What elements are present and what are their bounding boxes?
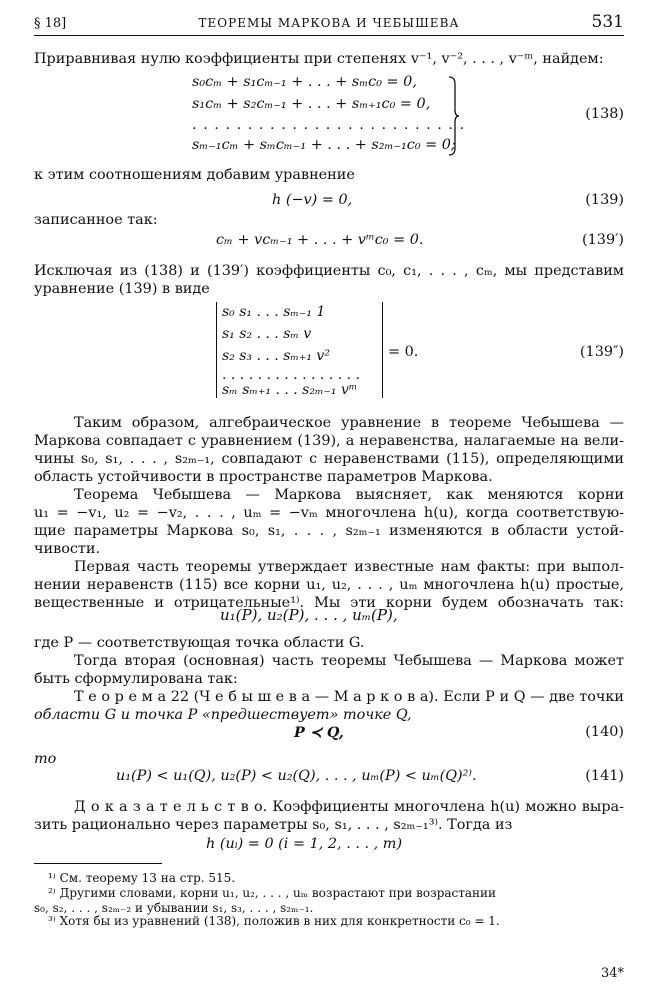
det-rhs: = 0.: [388, 344, 419, 360]
text-line: уравнение (139) в виде: [34, 281, 210, 297]
eq140: P ≺ Q,: [294, 724, 344, 741]
header-rule: [34, 35, 624, 36]
text-line: то: [34, 751, 57, 767]
eq140-number: (140): [585, 724, 624, 740]
eq139-prime-number: (139′): [582, 232, 624, 248]
text-line: нении неравенств (115) все корни u₁, u₂, . . . , uₘ многочлена h(u) простые,: [34, 577, 624, 593]
text-line: Приравнивая нулю коэффициенты при степенях v⁻¹, v⁻², . . . , v⁻ᵐ, найдем:: [34, 51, 604, 67]
final-equation: h (uᵢ) = 0 (i = 1, 2, . . . , m): [206, 836, 403, 852]
footnote: s₀, s₂, . . . , s₂ₘ₋₂ и убывании s₁, s₃, . . . , s₂ₘ₋₁.: [34, 901, 314, 915]
text-line: зить рационально через параметры s₀, s₁, . . . , s₂ₘ₋₁³⁾. Тогда из: [34, 817, 513, 833]
footnote: ³⁾ Хотя бы из уравнений (138), положив в них для конкретности c₀ = 1.: [48, 914, 500, 928]
eq141: u₁(P) < u₁(Q), u₂(P) < u₂(Q), . . . , uₘ(P) < uₘ(Q)²⁾.: [116, 768, 477, 784]
text-line: чивости.: [34, 541, 101, 557]
eq139-prime: cₘ + vcₘ₋₁ + . . . + vᵐc₀ = 0.: [216, 232, 424, 248]
text-line: чины s₀, s₁, . . . , s₂ₘ₋₁, совпадают с неравенствами (115), определяющими: [34, 451, 624, 467]
running-header: [34, 12, 624, 34]
text-line: Теорема Чебышева — Маркова выясняет, как меняются корни: [74, 487, 624, 503]
footnote-rule: [34, 863, 162, 864]
text-line: быть сформулирована так:: [34, 671, 238, 687]
eq138-number: (138): [585, 106, 624, 122]
signature-mark: 34*: [600, 966, 624, 981]
eq139-number: (139): [585, 192, 624, 208]
text-line: вещественные и отрицательные¹⁾. Мы эти корни будем обозначать так:: [34, 595, 624, 611]
text-line: записанное так:: [34, 212, 158, 228]
text-line: к этим соотношениям добавим уравнение: [34, 167, 355, 183]
text-line: u₁ = −v₁, u₂ = −v₂, . . . , uₘ = −vₘ многочлена h(u), когда соответствую-: [34, 505, 624, 521]
text-line: Исключая из (138) и (139′) коэффициенты c₀, c₁, . . . , cₘ, мы представим: [34, 263, 624, 279]
theorem-line: области G и точка P «предшествует» точке Q,: [34, 707, 412, 723]
det-dots: . . . . . . . . . . . . . . . .: [222, 367, 360, 383]
det-row: s₁ s₂ . . . sₘ v: [222, 326, 312, 342]
footnote: ²⁾ Другими словами, корни u₁, u₂, . . . , uₘ возрастают при возрастании: [48, 886, 497, 900]
eq139: h (−v) = 0,: [272, 192, 353, 208]
eq138-row: s₀cₘ + s₁cₘ₋₁ + . . . + sₘc₀ = 0,: [192, 74, 417, 90]
eq138-dots: . . . . . . . . . . . . . . . . . . . . . . . . .: [192, 117, 466, 133]
det-left-bar: [216, 302, 217, 398]
page-number: 531: [591, 12, 624, 32]
right-brace: [448, 76, 460, 156]
text-line: Д о к а з а т е л ь с т в о. Коэффициенты многочлена h(u) можно выра-: [74, 799, 624, 815]
text-line: область устойчивости в пространстве параметров Маркова.: [34, 469, 493, 485]
det-row: sₘ sₘ₊₁ . . . s₂ₘ₋₁ vᵐ: [222, 382, 358, 398]
footnote: ¹⁾ См. теорему 13 на стр. 515.: [48, 871, 236, 885]
theorem-line: Т е о р е м а 22 (Ч е б ы ш е в а — М а р к о в а). Если P и Q — две точки: [74, 689, 624, 705]
eq138-row: sₘ₋₁cₘ + sₘcₘ₋₁ + . . . + s₂ₘ₋₁c₀ = 0;: [192, 137, 456, 153]
text-line: Тогда вторая (основная) часть теоремы Чебышева — Маркова может: [74, 653, 624, 669]
running-title: ТЕОРЕМЫ МАРКОВА И ЧЕБЫШЕВА: [198, 16, 460, 30]
section-ref: § 18]: [34, 16, 67, 31]
roots-equation: u₁(P), u₂(P), . . . , uₘ(P),: [220, 606, 398, 624]
det-row: s₂ s₃ . . . sₘ₊₁ v²: [222, 348, 330, 364]
text-line: Первая часть теоремы утверждает известные нам факты: при выпол-: [74, 559, 624, 575]
text-line: Таким образом, алгебраическое уравнение в теореме Чебышева —: [74, 415, 624, 431]
det-right-bar: [382, 302, 383, 398]
eq141-number: (141): [585, 768, 624, 784]
eq138-row: s₁cₘ + s₂cₘ₋₁ + . . . + sₘ₊₁c₀ = 0,: [192, 96, 431, 112]
text-line: где P — соответствующая точка области G.: [34, 635, 365, 651]
text-line: щие параметры Маркова s₀, s₁, . . . , s₂ₘ₋₁ изменяются в области устой-: [34, 523, 624, 539]
eq139-double-prime-number: (139″): [579, 344, 624, 360]
text-line: Маркова совпадает с уравнением (139), а неравенства, налагаемые на вели-: [34, 433, 624, 449]
det-row: s₀ s₁ . . . sₘ₋₁ 1: [222, 304, 326, 320]
